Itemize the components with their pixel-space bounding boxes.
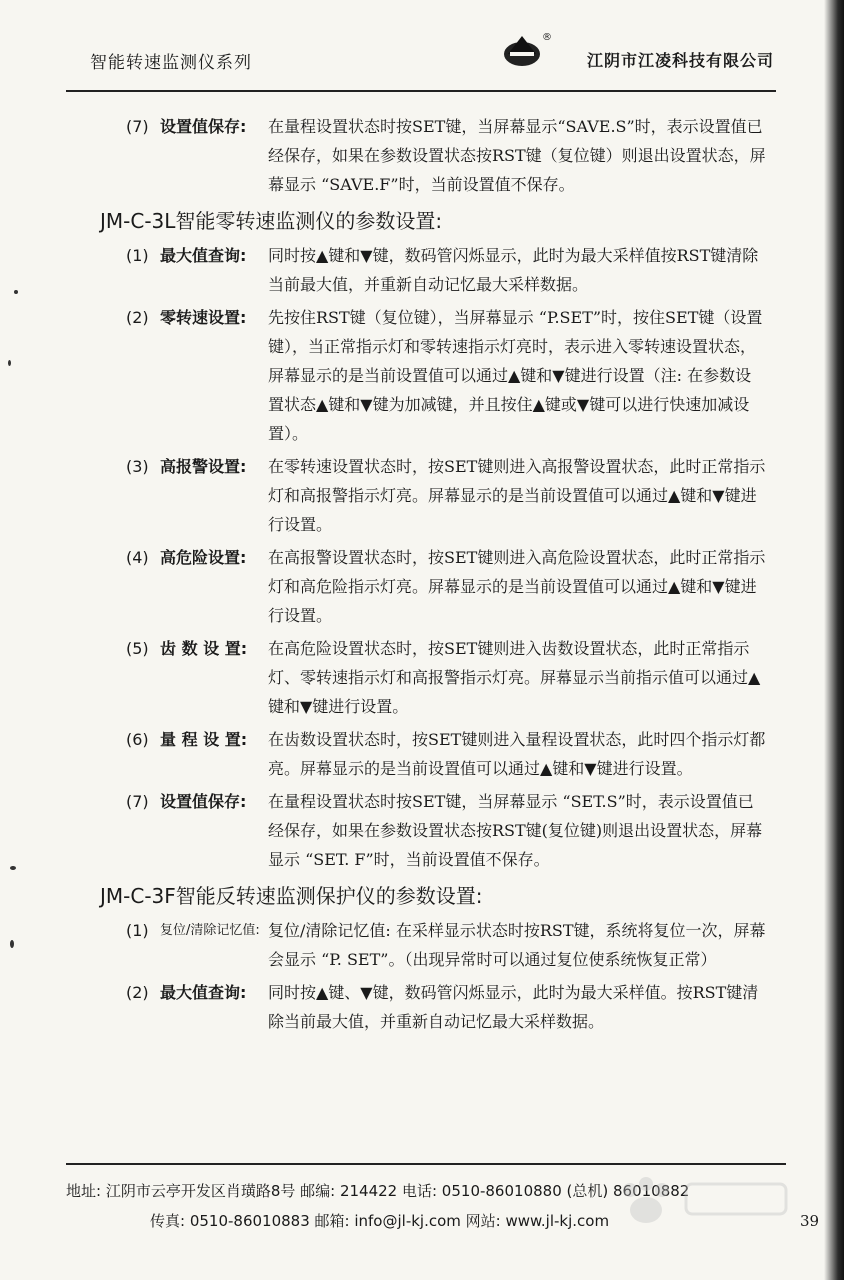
section-title-3l: JM-C-3L智能零转速监测仪的参数设置:: [100, 209, 443, 233]
page-header: [90, 30, 774, 90]
scan-speck: [10, 940, 14, 948]
series-title: 智能转速监测仪系列: [90, 53, 252, 73]
item-label: 高报警设置:: [160, 457, 247, 476]
footer-address: 地址: 江阴市云亭开发区肖璜路8号 邮编: 214422 电话: 0510-86010880 (总机) 86010882: [66, 1182, 690, 1200]
list-item: [126, 916, 766, 974]
list-item: [126, 787, 766, 874]
list-item: [126, 241, 766, 299]
footer-divider: [66, 1163, 786, 1165]
item-text: 在高危险设置状态时，按SET键则进入齿数设置状态，此时正常指示灯、零转速指示灯和高报警指示灯亮。屏幕显示当前指示值可以通过▲键和▼键进行设置。: [268, 639, 761, 716]
baidu-watermark-icon: [590, 1170, 800, 1240]
item-number: (1): [126, 921, 149, 940]
item-number: (2): [126, 308, 149, 327]
item-label: 设置值保存:: [160, 117, 247, 136]
scan-speck: [10, 866, 16, 870]
item-number: (3): [126, 457, 149, 476]
item-text: 在零转速设置状态时，按SET键则进入高报警设置状态，此时正常指示灯和高报警指示灯亮。屏幕显示的是当前设置值可以通过▲键和▼键进行设置。: [268, 457, 766, 534]
list-item: [126, 452, 766, 539]
header-divider: [66, 90, 776, 92]
item-label: 最大值查询:: [160, 246, 247, 265]
item-text: 在高报警设置状态时，按SET键则进入高危险设置状态，此时正常指示灯和高危险指示灯亮。屏幕显示的是当前设置值可以通过▲键和▼键进行设置。: [268, 548, 766, 625]
item-number: (7): [126, 117, 149, 136]
item-text: 同时按▲键、▼键，数码管闪烁显示，此时为最大采样值。按RST键清除当前最大值，并重新自动记忆最大采样数据。: [268, 983, 759, 1031]
item-label: 零转速设置:: [160, 308, 247, 327]
list-item: [126, 978, 766, 1036]
footer-contact: 传真: 0510-86010883 邮箱: info@jl-kj.com 网站: www.jl-kj.com: [150, 1212, 610, 1230]
item-text: 在齿数设置状态时，按SET键则进入量程设置状态，此时四个指示灯都亮。屏幕显示的是当前设置值可以通过▲键和▼键进行设置。: [268, 730, 766, 778]
item-label: 复位/清除记忆值:: [160, 923, 260, 938]
company-name: 江阴市江凌科技有限公司: [586, 51, 774, 70]
company-logo-icon: [502, 32, 542, 72]
document-body: [0, 112, 844, 1036]
item-number: (7): [126, 792, 149, 811]
registered-mark: ®: [542, 32, 552, 43]
item-number: (4): [126, 548, 149, 567]
item-number: (5): [126, 639, 149, 658]
item-text: 复位/清除记忆值: 在采样显示状态时按RST键，系统将复位一次，屏幕会显示 “P. SET”。（出现异常时可以通过复位使系统恢复正常）: [268, 921, 766, 969]
item-label: 齿 数 设 置:: [160, 639, 248, 658]
list-item: [126, 543, 766, 630]
section-title-3f: JM-C-3F智能反转速监测保护仪的参数设置:: [100, 884, 483, 908]
page-number: 39: [800, 1212, 820, 1230]
scan-speck: [14, 290, 18, 294]
item-number: (6): [126, 730, 149, 749]
list-item: [126, 112, 766, 199]
item-text: 同时按▲键和▼键，数码管闪烁显示，此时为最大采样值按RST键清除当前最大值，并重新自动记忆最大采样数据。: [268, 246, 759, 294]
scan-speck: [8, 360, 11, 366]
item-text: 在量程设置状态时按SET键，当屏幕显示“SAVE.S”时，表示设置值已经保存，如果在参数设置状态按RST键（复位键）则退出设置状态，屏幕显示 “SAVE.F”时，当前设置值不保存。: [268, 117, 766, 194]
item-text: 先按住RST键（复位键），当屏幕显示 “P.SET”时，按住SET键（设置键），当正常指示灯和零转速指示灯亮时，表示进入零转速设置状态，屏幕显示的是当前设置值可以通过▲键和▼键进行设置（注: 在参数设置状态▲键和▼键为加减键，并且按住▲键或▼键可以进行快速加减设置）。: [268, 308, 763, 443]
item-label: 最大值查询:: [160, 983, 247, 1002]
item-number: (1): [126, 246, 149, 265]
item-number: (2): [126, 983, 149, 1002]
item-label: 设置值保存:: [160, 792, 247, 811]
list-item: [126, 303, 766, 448]
item-text: 在量程设置状态时按SET键，当屏幕显示 “SET.S”时，表示设置值已经保存，如果在参数设置状态按RST键(复位键)则退出设置状态，屏幕显示 “SET. F”时，当前设置值不保存。: [268, 792, 763, 869]
item-label: 高危险设置:: [160, 548, 247, 567]
list-item: [126, 634, 766, 721]
item-label: 量 程 设 置:: [160, 730, 248, 749]
list-item: [126, 725, 766, 783]
